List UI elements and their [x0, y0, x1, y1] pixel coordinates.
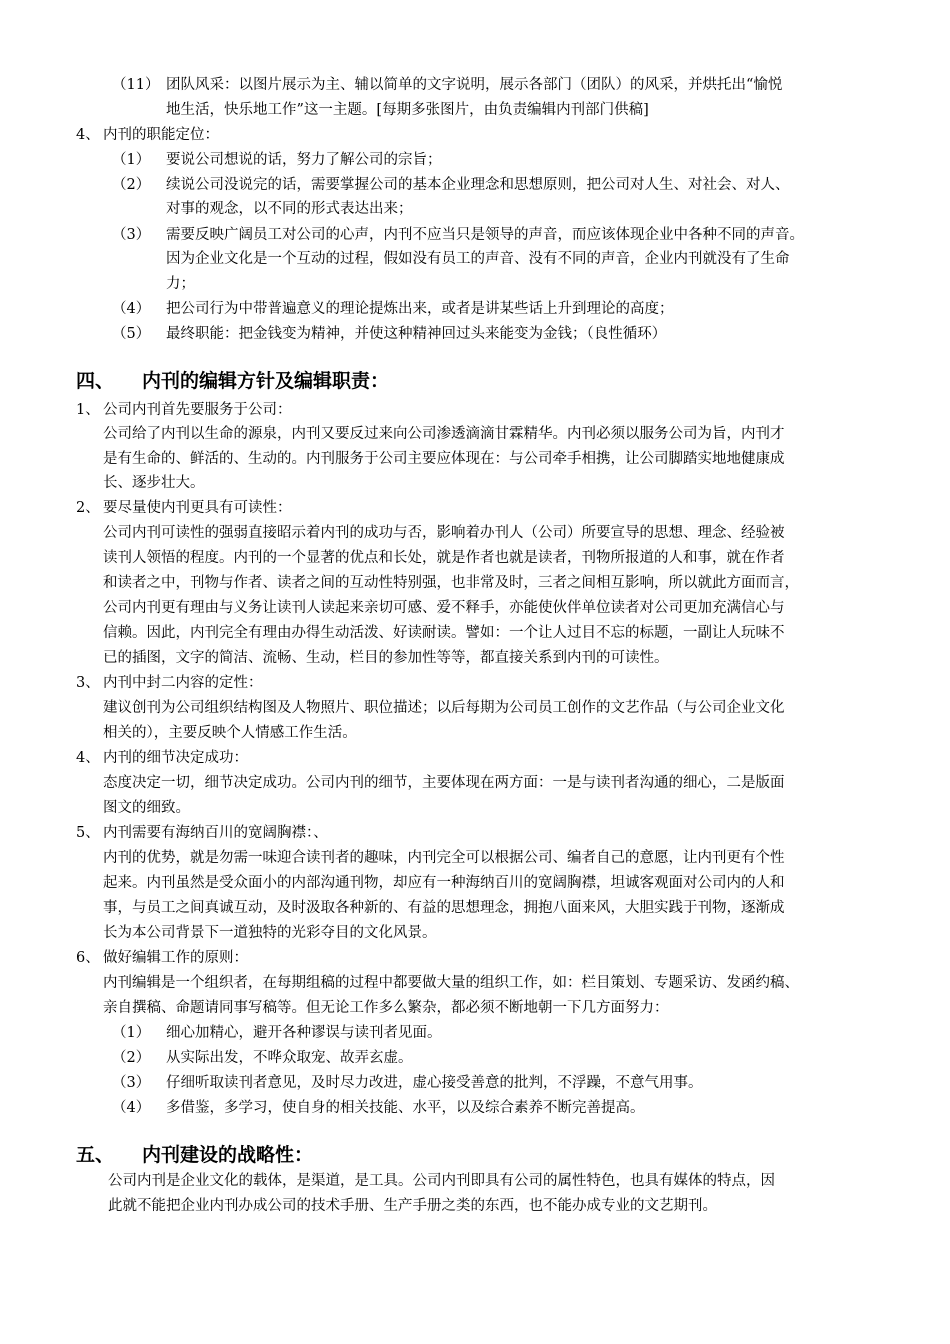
item-text: 细心加精心，避开各种谬误与读刊者见面。 — [166, 1025, 442, 1041]
body-line: 公司内刊是企业文化的载体，是渠道，是工具。公司内刊即具有公司的属性特色，也具有媒体的特点，因 — [108, 1173, 775, 1189]
body-line: 内刊的优势，就是勿需一味迎合读刊者的趣味，内刊完全可以根据公司、编者自己的意愿，让内刊更有个性 — [103, 850, 785, 866]
body-line: 是有生命的、鲜活的、生动的。内刊服务于公司主要应体现在：与公司牵手相携，让公司脚踏实地地健康成 — [103, 451, 785, 467]
item-number: （11） — [112, 77, 160, 93]
paragraph-title: 公司内刊首先要服务于公司： — [103, 402, 292, 418]
item-text: 从实际出发，不哗众取宠、故弄玄虚。 — [166, 1050, 413, 1066]
paragraph-title: 内刊中封二内容的定性： — [103, 675, 263, 691]
body-line: 已的插图，文字的简洁、流畅、生动，栏目的参加性等等，都直接关系到内刊的可读性。 — [103, 650, 669, 666]
item-number: （4） — [112, 301, 151, 317]
paragraph-title: 内刊的职能定位： — [103, 127, 219, 143]
item-text: 因为企业文化是一个互动的过程，假如没有员工的声音、没有不同的声音，企业内刊就没有了生命 — [166, 251, 790, 267]
section-heading: 内刊建设的战略性： — [142, 1144, 314, 1166]
item-number: （5） — [112, 326, 151, 342]
item-text: 续说公司没说完的话，需要掌握公司的基本企业理念和思想原则，把公司对人生、对社会、对人、 — [166, 177, 790, 193]
body-line: 信赖。因此，内刊完全有理由办得生动活泼、好读耐读。譬如：一个让人过目不忘的标题，一副让人玩味不 — [103, 625, 785, 641]
item-number: （1） — [112, 1025, 151, 1041]
item-text: 最终职能：把金钱变为精神，并使这种精神回过头来能变为金钱；（良性循环） — [166, 326, 667, 342]
body-line: 内刊编辑是一个组织者，在每期组稿的过程中都要做大量的组织工作，如：栏目策划、专题采访、发函约稿、 — [103, 975, 799, 991]
body-line: 长为本公司背景下一道独特的光彩夺目的文化风景。 — [103, 925, 437, 941]
item-text: 把公司行为中带普遍意义的理论提炼出来，或者是讲某些话上升到理论的高度； — [166, 301, 674, 317]
item-text: 力； — [166, 276, 195, 292]
paragraph-number: 6、 — [76, 950, 100, 966]
item-number: （4） — [112, 1100, 151, 1116]
paragraph-number: 1、 — [76, 402, 100, 418]
paragraph-number: 4、 — [76, 127, 100, 143]
body-line: 此就不能把企业内刊办成公司的技术手册、生产手册之类的东西，也不能办成专业的文艺期刊。 — [108, 1198, 717, 1214]
item-text: 对事的观念，以不同的形式表达出来； — [166, 201, 413, 217]
body-line: 亲自撰稿、命题请同事写稿等。但无论工作多么繁杂，都必须不断地朝一下几方面努力： — [103, 1000, 669, 1016]
paragraph-title: 内刊需要有海纳百川的宽阔胸襟：、 — [103, 825, 328, 841]
item-text: 地生活，快乐地工作”这一主题。[每期多张图片，由负责编辑内刊部门供稿] — [166, 102, 649, 118]
item-number: （3） — [112, 227, 151, 243]
item-number: （2） — [112, 177, 151, 193]
section-number: 四、 — [76, 370, 115, 392]
body-line: 起来。内刊虽然是受众面小的内部沟通刊物，却应有一种海纳百川的宽阔胸襟，坦诚客观面对公司内的人和 — [103, 875, 785, 891]
body-line: 公司内刊可读性的强弱直接昭示着内刊的成功与否，影响着办刊人（公司）所要宣导的思想、理念、经验被 — [103, 525, 785, 541]
item-text: 仔细听取读刊者意见，及时尽力改进，虚心接受善意的批判，不浮躁，不意气用事。 — [166, 1075, 703, 1091]
section-number: 五、 — [76, 1144, 115, 1166]
item-number: （1） — [112, 152, 151, 168]
body-line: 事，与员工之间真诚互动，及时汲取各种新的、有益的思想理念，拥抱八面来风，大胆实践于刊物，逐渐成 — [103, 900, 785, 916]
item-text: 团队风采：以图片展示为主、辅以简单的文字说明，展示各部门（团队）的风采，并烘托出“愉悦 — [166, 77, 783, 93]
body-line: 态度决定一切，细节决定成功。公司内刊的细节，主要体现在两方面：一是与读刊者沟通的细心，二是版面 — [103, 775, 785, 791]
paragraph-title: 内刊的细节决定成功： — [103, 750, 248, 766]
item-text: 需要反映广阔员工对公司的心声，内刊不应当只是领导的声音，而应该体现企业中各种不同的声音。 — [166, 227, 804, 243]
paragraph-number: 4、 — [76, 750, 100, 766]
body-line: 读刊人领悟的程度。内刊的一个显著的优点和长处，就是作者也就是读者，刊物所报道的人和事，就在作者 — [103, 550, 785, 566]
paragraph-number: 3、 — [76, 675, 100, 691]
item-number: （2） — [112, 1050, 151, 1066]
item-text: 要说公司想说的话，努力了解公司的宗旨； — [166, 152, 442, 168]
item-text: 多借鉴，多学习，使自身的相关技能、水平，以及综合素养不断完善提高。 — [166, 1100, 645, 1116]
body-line: 公司给了内刊以生命的源泉，内刊又要反过来向公司渗透滴滴甘霖精华。内刊必须以服务公司为旨，内刊才 — [103, 426, 785, 442]
paragraph-number: 5、 — [76, 825, 100, 841]
body-line: 相关的），主要反映个人情感工作生活。 — [103, 725, 357, 741]
body-line: 长、逐步壮大。 — [103, 475, 205, 491]
paragraph-number: 2、 — [76, 500, 100, 516]
body-line: 建议创刊为公司组织结构图及人物照片、职位描述；以后每期为公司员工创作的文艺作品（与公司企业文化 — [103, 700, 785, 716]
paragraph-title: 要尽量使内刊更具有可读性： — [103, 500, 292, 516]
section-heading: 内刊的编辑方针及编辑职责： — [142, 370, 390, 392]
body-line: 图文的细致。 — [103, 800, 190, 816]
body-line: 公司内刊更有理由与义务让读刊人读起来亲切可感、爱不释手，亦能使伙伴单位读者对公司更加充满信心与 — [103, 600, 785, 616]
body-line: 和读者之中，刊物与作者、读者之间的互动性特别强，也非常及时，三者之间相互影响，所以就此方面而言， — [103, 575, 799, 591]
item-number: （3） — [112, 1075, 151, 1091]
paragraph-title: 做好编辑工作的原则： — [103, 950, 248, 966]
